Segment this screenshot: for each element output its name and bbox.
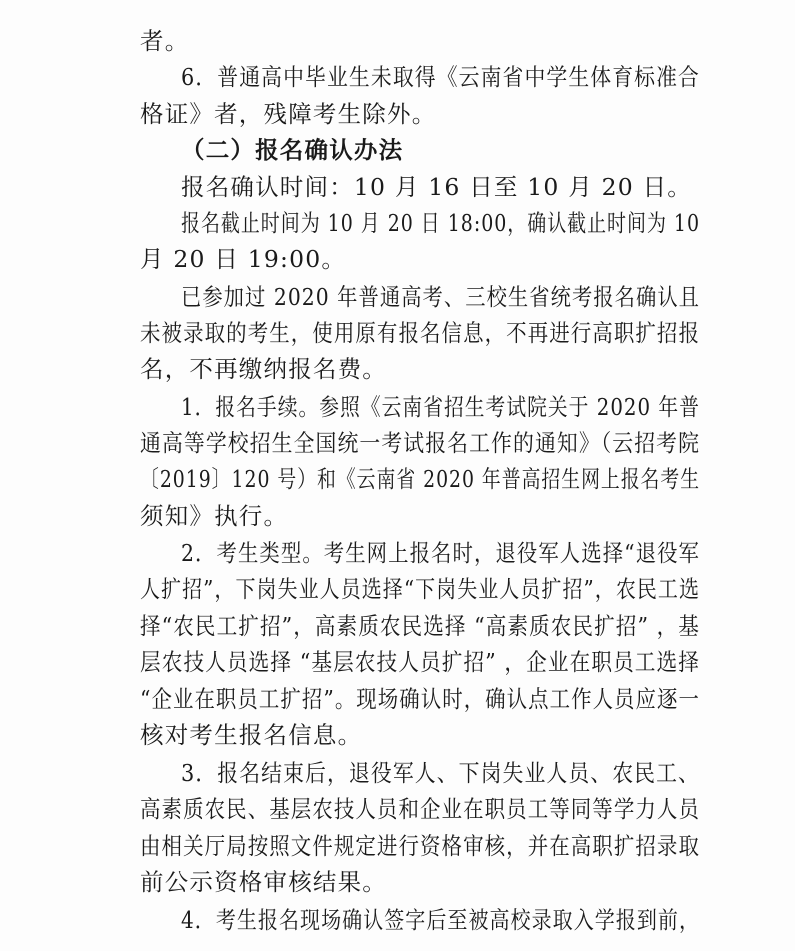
text-line-19: “企业在职员工扩招”。现场确认时，确认点工作人员应逐一 bbox=[140, 685, 700, 713]
text-line-24: 前公示资格审核结果。 bbox=[140, 868, 387, 896]
text-line-13: 〔2019〕120 号）和《云南省 2020 年普高招生网上报名考生 bbox=[140, 465, 701, 493]
text-line-20: 核对考生报名信息。 bbox=[140, 721, 363, 749]
text-line-2: 6．普通高中毕业生未取得《云南省中学生体育标准合 bbox=[181, 63, 701, 91]
text-line-6: 报名截止时间为 10 月 20 日 18:00，确认截止时间为 10 bbox=[181, 209, 700, 237]
text-line-21: 3．报名结束后，退役军人、下岗失业人员、农民工、 bbox=[181, 759, 701, 787]
text-line-14: 须知》执行。 bbox=[140, 502, 289, 530]
text-line-1: 者。 bbox=[140, 27, 190, 55]
text-line-23: 由相关厅局按照文件规定进行资格审核，并在高职扩招录取 bbox=[140, 832, 701, 860]
text-line-12: 通高等学校招生全国统一考试报名工作的通知》（云招考院 bbox=[140, 429, 701, 457]
text-line-17: 择“农民工扩招”，高素质农民选择 “高素质农民扩招” ，基 bbox=[140, 612, 700, 640]
text-line-25: 4．考生报名现场确认签字后至被高校录取入学报到前， bbox=[181, 906, 701, 934]
text-line-10: 名，不再缴纳报名费。 bbox=[140, 355, 387, 383]
text-line-7: 月 20 日 19:00。 bbox=[140, 245, 347, 273]
text-line-16: 人扩招”，下岗失业人员选择“下岗失业人员扩招”，农民工选 bbox=[140, 575, 701, 603]
text-line-8: 已参加过 2020 年普通高考、三校生省统考报名确认且 bbox=[181, 283, 701, 311]
text-line-9: 未被录取的考生，使用原有报名信息，不再进行高职扩招报 bbox=[140, 319, 701, 347]
text-line-22: 高素质农民、基层农技人员和企业在职员工等同等学力人员 bbox=[140, 795, 701, 823]
text-line-3: 格证》者，残障考生除外。 bbox=[140, 100, 437, 128]
text-line-18: 层农技人员选择 “基层农技人员扩招” ，企业在职员工选择 bbox=[140, 648, 700, 676]
text-line-5: 报名确认时间：10 月 16 日至 10 月 20 日。 bbox=[181, 173, 693, 201]
section-heading: （二）报名确认办法 bbox=[181, 136, 404, 164]
text-line-15: 2．考生类型。考生网上报名时，退役军人选择“退役军 bbox=[181, 539, 701, 567]
text-line-11: 1．报名手续。参照《云南省招生考试院关于 2020 年普 bbox=[181, 393, 700, 421]
